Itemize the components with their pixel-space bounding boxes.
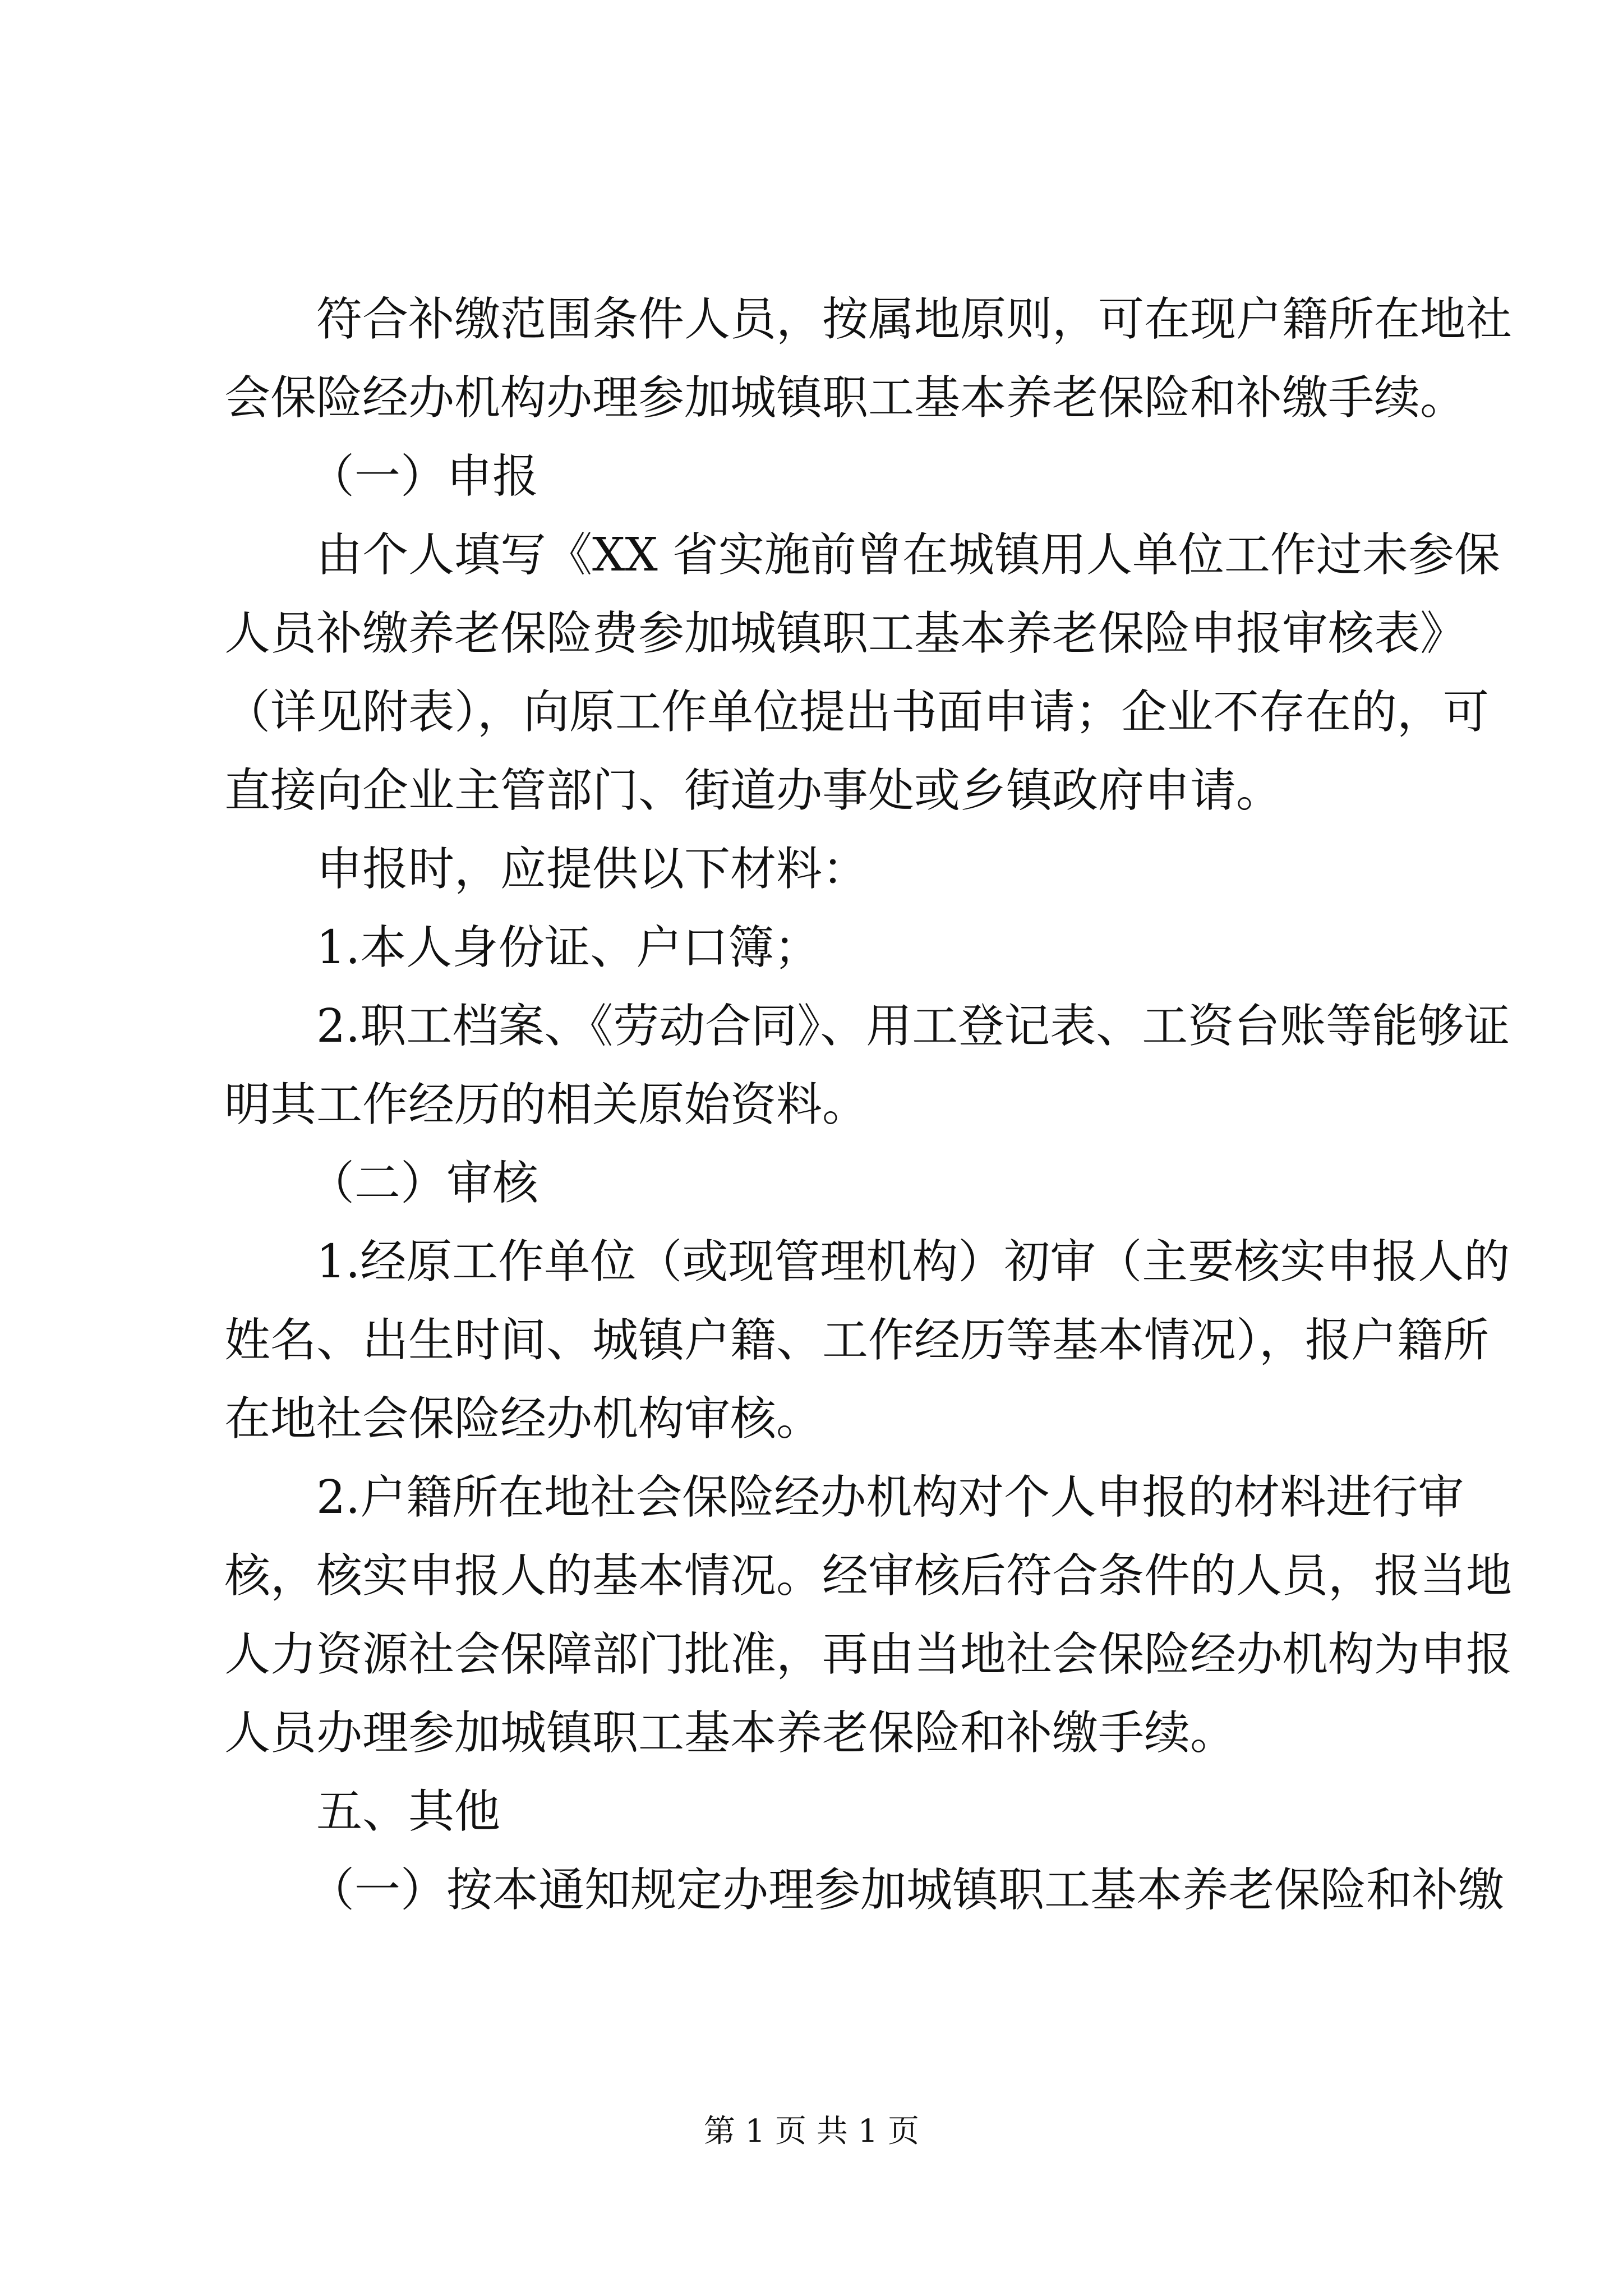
section-heading: 五、其他 <box>316 1785 501 1838</box>
list-item: 2.户籍所在地社会保险经办机构对个人申报的材料进行审 <box>316 1471 1464 1524</box>
paragraph-line: 符合补缴范围条件人员，按属地原则，可在现户籍所在地社 <box>316 293 1513 346</box>
paragraph-line: 直接向企业主管部门、街道办事处或乡镇政府申请。 <box>224 764 1283 817</box>
paragraph-line: （详见附表），向原工作单位提出书面申请；企业不存在的，可 <box>224 685 1490 739</box>
paragraph-line: 由个人填写《XX 省实施前曾在城镇用人单位工作过未参保 <box>316 528 1500 582</box>
list-item-continued: 在地社会保险经办机构审核。 <box>224 1392 823 1446</box>
section-heading: （二）审核 <box>308 1157 539 1210</box>
paragraph-line: 申报时，应提供以下材料： <box>316 843 869 896</box>
paragraph-line: （一）按本通知规定办理参加城镇职工基本养老保险和补缴 <box>308 1864 1505 1917</box>
list-item-continued: 明其工作经历的相关原始资料。 <box>224 1078 869 1131</box>
paragraph-line: 人员补缴养老保险费参加城镇职工基本养老保险申报审核表》 <box>224 607 1467 660</box>
page-footer: 第 1 页 共 1 页 <box>703 2113 920 2150</box>
list-item-continued: 核，核实申报人的基本情况。经审核后符合条件的人员，报当地 <box>224 1549 1513 1603</box>
document-body <box>224 280 1513 1930</box>
list-item-continued: 姓名、出生时间、城镇户籍、工作经历等基本情况），报户籍所 <box>224 1314 1490 1367</box>
list-item-continued: 人力资源社会保障部门批准，再由当地社会保险经办机构为申报 <box>224 1628 1513 1681</box>
section-heading: （一）申报 <box>308 450 539 503</box>
list-item: 1.本人身份证、户口簿； <box>316 921 820 974</box>
paragraph-line: 会保险经办机构办理参加城镇职工基本养老保险和补缴手续。 <box>224 371 1467 425</box>
list-item: 1.经原工作单位（或现管理机构）初审（主要核实申报人的 <box>316 1235 1510 1289</box>
list-item-continued: 人员办理参加城镇职工基本养老保险和补缴手续。 <box>224 1706 1237 1760</box>
list-item: 2.职工档案、《劳动合同》、用工登记表、工资台账等能够证 <box>316 1000 1510 1053</box>
